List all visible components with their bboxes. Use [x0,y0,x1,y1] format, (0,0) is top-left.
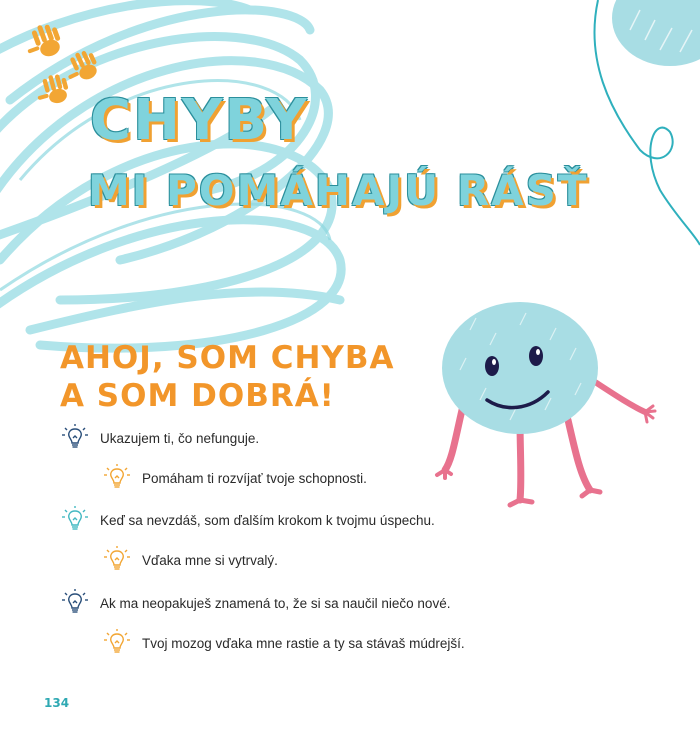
section-heading: AHOJ, SOM CHYBA [60,340,395,376]
list-item [102,545,278,575]
page-title: CHYBY [90,88,309,153]
lightbulb-icon [102,545,132,575]
page-title-line-2: MI POMÁHAJÚ RÁSŤ [88,166,589,215]
list-item-text: Ukazujem ti, čo nefunguje. [100,430,260,446]
lightbulb-icon [102,628,132,658]
list-item [102,463,367,493]
list-item [60,423,259,453]
lightbulb-icon [60,423,90,453]
list-item-text: Ak ma neopakuješ znamená to, že si sa naučil niečo nové. [100,595,451,611]
page-number: 134 [44,696,70,710]
section-heading-line-2: A SOM DOBRÁ! [60,378,335,414]
lightbulb-icon [60,588,90,618]
list-item-text: Keď sa nevzdáš, som ďalším krokom k tvojmu úspechu. [100,512,435,528]
lightbulb-icon [60,505,90,535]
list-item-text: Tvoj mozog vďaka mne rastie a ty sa stávaš múdrejší. [142,635,465,651]
list-item [102,628,465,658]
list-item [60,505,435,535]
list-item [60,588,450,618]
lightbulb-icon [102,463,132,493]
list-item-text: Pomáham ti rozvíjať tvoje schopnosti. [142,470,367,486]
list-item-text: Vďaka mne si vytrvalý. [142,552,278,568]
